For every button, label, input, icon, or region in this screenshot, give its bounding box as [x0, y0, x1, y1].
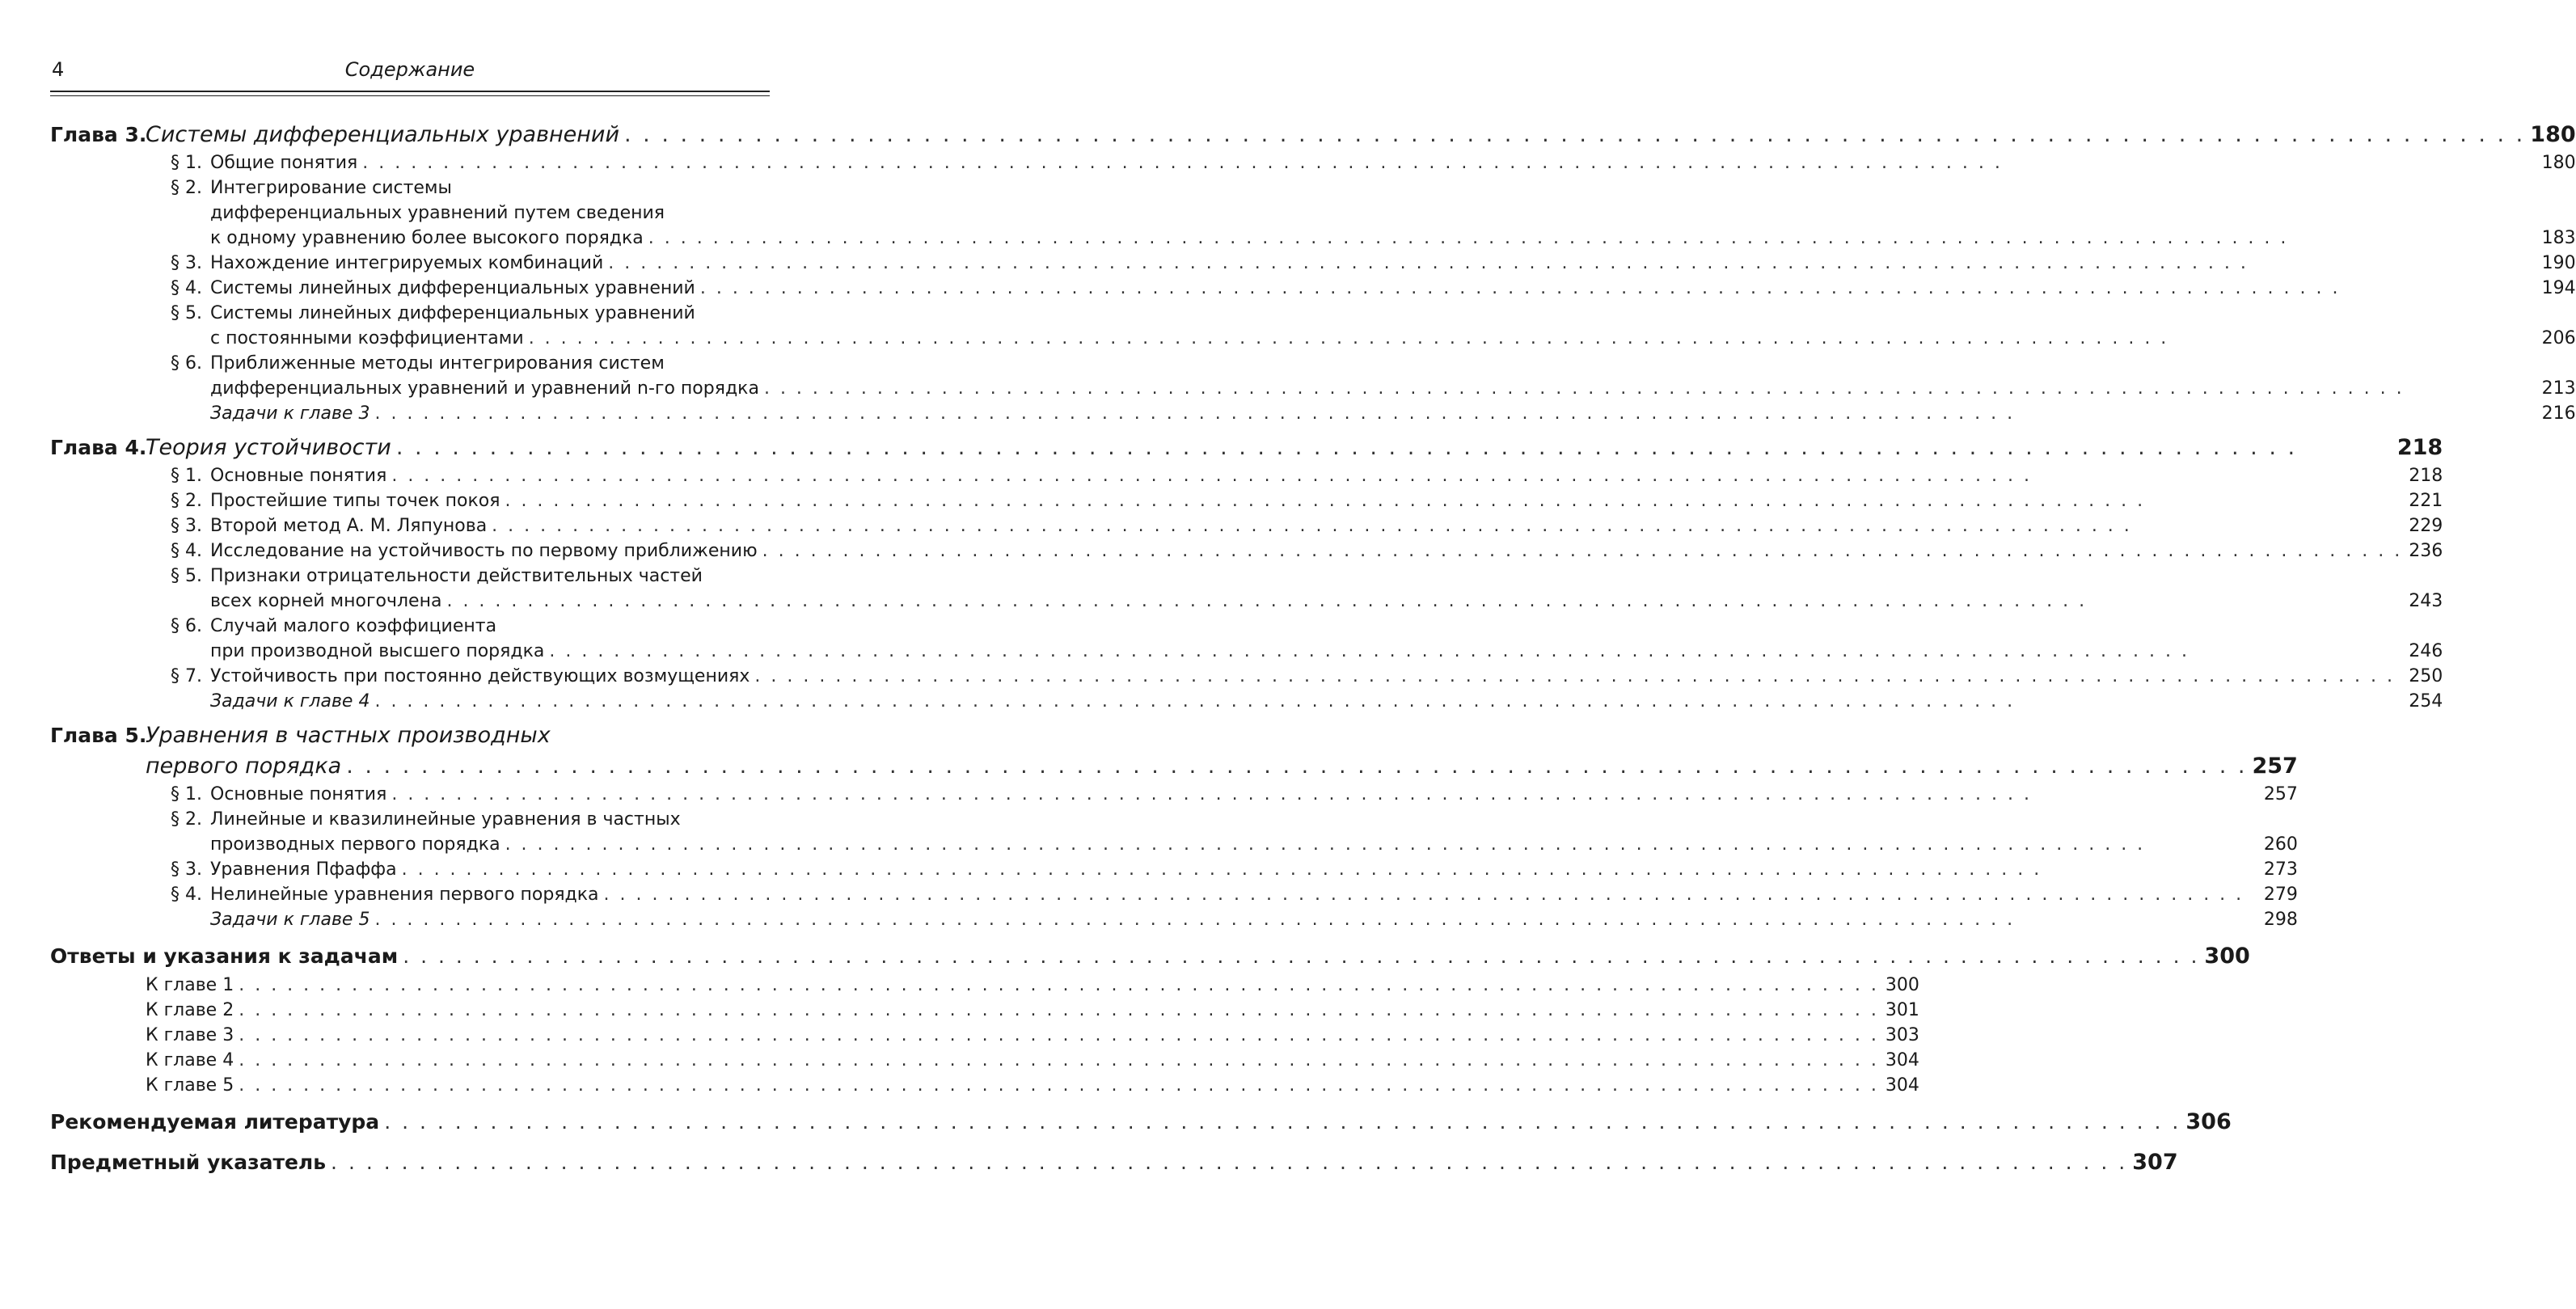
- section-number: § 4.: [171, 885, 202, 905]
- dot-leader: . . . . . . . . . . . . . . . . . . . . . . . . . . . . . . . . . . . . . . . . . . . . . . . . . . . . . . . . . . . . . . . . . . . . . . . . . . . . . . . . . . . . . . . . . . . . . . . . . . . . . .: [763, 378, 2405, 399]
- tasks-link[interactable]: [210, 689, 2443, 714]
- entry-page-number: 257: [2252, 754, 2298, 779]
- dot-leader: . . . . . . . . . . . . . . . . . . . . . . . . . . . . . . . . . . . . . . . . . . . . . . . . . . . . . . . . . . . . . . . . . . . . . . . . . . . . . . . . . . . . . . . . . . . . . . . . . . . . . .: [446, 591, 2088, 611]
- section-number: § 5.: [171, 566, 202, 586]
- entry-page-number: 303: [1885, 1025, 1919, 1045]
- entry-page-number: 257: [2263, 784, 2298, 804]
- entry-title: Основные понятия: [210, 466, 387, 486]
- section-link[interactable]: [210, 488, 2443, 513]
- entry-title: К главе 3: [146, 1025, 234, 1045]
- chapter-body: [146, 120, 2576, 426]
- dot-leader: . . . . . . . . . . . . . . . . . . . . . . . . . . . . . . . . . . . . . . . . . . . . . . . . . . . . . . . . . . . . . . . . . . . . . . . . . . . . . . . . . . . . . . . . . . . . . . . . . . . . . .: [239, 1025, 1879, 1045]
- dot-leader: . . . . . . . . . . . . . . . . . . . . . . . . . . . . . . . . . . . . . . . . . . . . . . . . . . . . . . . . . . . . . . . . . . . . . . . . . . . . . . . . . . . . . . . . . . . . . . . . . . . . . .: [528, 328, 2169, 348]
- section-entry: [146, 538, 2443, 564]
- section-body: [210, 488, 2443, 513]
- entry-page-number: 221: [2409, 491, 2443, 511]
- dot-leader: . . . . . . . . . . . . . . . . . . . . . . . . . . . . . . . . . . . . . . . . . . . . . . . . . . . . . . . . . . . . . . . . . . . . . . . . . . . . . . . . . . . . . . . . . . . . . . . . . . . . . .: [754, 666, 2396, 686]
- section-number: § 3.: [171, 253, 202, 273]
- section-number: § 3.: [171, 859, 202, 880]
- tasks-indent: [146, 401, 210, 426]
- answers-item-link[interactable]: [146, 1023, 1919, 1048]
- section-entry: [146, 782, 2298, 807]
- tasks-entry: [146, 401, 2576, 426]
- section-title-line: Приближенные методы интегрирования систем: [210, 353, 665, 374]
- header-rule-thin: [50, 95, 770, 96]
- dot-leader: . . . . . . . . . . . . . . . . . . . . . . . . . . . . . . . . . . . . . . . . . . . . . . . . . . . . . . . . . . . . . . . . . . . . . . . . . . . . . . . . . . . . . . . . . . . . . . . . . . . . . .: [391, 784, 2032, 804]
- section-number: § 6.: [171, 616, 202, 636]
- header-rule-thick: [50, 91, 770, 92]
- tasks-body: [210, 689, 2443, 714]
- section-entry: [146, 301, 2576, 351]
- section-number: § 3.: [171, 516, 202, 536]
- section-link[interactable]: [210, 513, 2443, 538]
- section-body: [210, 882, 2298, 907]
- dot-leader: . . . . . . . . . . . . . . . . . . . . . . . . . . . . . . . . . . . . . . . . . . . . . . . . . . . . . . . . . . . . . . . . . . . . . . . . . . . . . . . . . . . . . . . . . . . . . . . . . . . . . .: [239, 1050, 1879, 1070]
- dot-leader: . . . . . . . . . . . . . . . . . . . . . . . . . . . . . . . . . . . . . . . . . . . . . . . . . . . . . . . . . . . . . . . . . . . . . . . . . . . . . . . . . . . . . . . . . . . . . . . . . . . . . .: [624, 122, 2526, 147]
- dot-leader: . . . . . . . . . . . . . . . . . . . . . . . . . . . . . . . . . . . . . . . . . . . . . . . . . . . . . . . . . . . . . . . . . . . . . . . . . . . . . . . . . . . . . . . . . . . . . . . . . . . . . .: [362, 153, 2003, 173]
- section-title-line: Системы линейных дифференциальных уравнений: [210, 303, 695, 323]
- entry-page-number: 216: [2541, 403, 2576, 424]
- section-entry: [146, 276, 2576, 301]
- dot-leader: . . . . . . . . . . . . . . . . . . . . . . . . . . . . . . . . . . . . . . . . . . . . . . . . . . . . . . . . . . . . . . . . . . . . . . . . . . . . . . . . . . . . . . . . . . . . . . . . . . . . . .: [699, 278, 2341, 298]
- entry-title: с постоянными коэффициентами: [210, 328, 524, 348]
- entry-page-number: 300: [1885, 975, 1919, 995]
- section-entry: [146, 463, 2443, 488]
- dot-leader: . . . . . . . . . . . . . . . . . . . . . . . . . . . . . . . . . . . . . . . . . . . . . . . . . . . . . . . . . . . . . . . . . . . . . . . . . . . . . . . . . . . . . . . . . . . . . . . . . . . . . .: [505, 491, 2146, 511]
- section-body: [210, 301, 2576, 351]
- chapter-body: [146, 720, 2298, 932]
- tasks-indent: [146, 907, 210, 932]
- entry-page-number: 218: [2409, 466, 2443, 486]
- entry-title: Исследование на устойчивость по первому приближению: [210, 541, 758, 561]
- section-link[interactable]: [210, 782, 2298, 807]
- section-entry: [146, 882, 2298, 907]
- entry-title: К главе 1: [146, 975, 234, 995]
- entry-page-number: 243: [2409, 591, 2443, 611]
- section-body: [210, 276, 2576, 301]
- section-number: § 4.: [171, 541, 202, 561]
- answers-item-link[interactable]: [146, 1048, 1919, 1073]
- section-link[interactable]: [210, 832, 2298, 857]
- chapter-entry: [50, 720, 2298, 932]
- entry-title: Системы дифференциальных уравнений: [146, 122, 620, 147]
- section-body: [210, 463, 2443, 488]
- entry-title: Второй метод А. М. Ляпунова: [210, 516, 488, 536]
- entry-page-number: 306: [2185, 1109, 2232, 1134]
- tasks-body: [210, 401, 2576, 426]
- section-entry: [146, 513, 2443, 538]
- entry-title: Задачи к главе 5: [210, 910, 370, 930]
- entry-page-number: 246: [2409, 641, 2443, 661]
- section-link[interactable]: [210, 276, 2576, 301]
- chapter-entry: [50, 120, 2576, 426]
- entry-title: Основные понятия: [210, 784, 387, 804]
- section-link[interactable]: [210, 376, 2576, 401]
- section-body: [210, 251, 2576, 276]
- entry-page-number: 273: [2263, 859, 2298, 880]
- section-link[interactable]: [210, 226, 2576, 251]
- section-number: § 7.: [171, 666, 202, 686]
- dot-leader: . . . . . . . . . . . . . . . . . . . . . . . . . . . . . . . . . . . . . . . . . . . . . . . . . . . . . . . . . . . . . . . . . . . . . . . . . . . . . . . . . . . . . . . . . . . . . . . . . . . . . .: [549, 641, 2190, 661]
- section-title-line: дифференциальных уравнений путем сведения: [210, 203, 665, 223]
- dot-leader: . . . . . . . . . . . . . . . . . . . . . . . . . . . . . . . . . . . . . . . . . . . . . . . . . . . . . . . . . . . . . . . . . . . . . . . . . . . . . . . . . . . . . . . . . . . . . . . . . . . . . .: [331, 1151, 2128, 1174]
- entry-page-number: 254: [2409, 691, 2443, 712]
- section-link[interactable]: [210, 251, 2576, 276]
- entry-page-number: 229: [2409, 516, 2443, 536]
- table-of-contents: [50, 113, 2576, 1179]
- section-link[interactable]: [210, 463, 2443, 488]
- section-link[interactable]: [210, 882, 2298, 907]
- answers-item: [50, 998, 1919, 1023]
- entry-page-number: 206: [2541, 328, 2576, 348]
- entry-title: Устойчивость при постоянно действующих возмущениях: [210, 666, 750, 686]
- dot-leader: . . . . . . . . . . . . . . . . . . . . . . . . . . . . . . . . . . . . . . . . . . . . . . . . . . . . . . . . . . . . . . . . . . . . . . . . . . . . . . . . . . . . . . . . . . . . . . . . . . . . . .: [239, 975, 1879, 995]
- section-link[interactable]: [210, 664, 2443, 689]
- dot-leader: . . . . . . . . . . . . . . . . . . . . . . . . . . . . . . . . . . . . . . . . . . . . . . . . . . . . . . . . . . . . . . . . . . . . . . . . . . . . . . . . . . . . . . . . . . . . . . . . . . . . . .: [346, 754, 2248, 779]
- dot-leader: . . . . . . . . . . . . . . . . . . . . . . . . . . . . . . . . . . . . . . . . . . . . . . . . . . . . . . . . . . . . . . . . . . . . . . . . . . . . . . . . . . . . . . . . . . . . . . . . . . . . . .: [505, 834, 2146, 855]
- entry-page-number: 307: [2132, 1150, 2178, 1175]
- entry-title: К главе 2: [146, 1000, 234, 1020]
- answers-item-link[interactable]: [146, 973, 1919, 998]
- entry-title: Ответы и указания к задачам: [50, 944, 399, 968]
- entry-page-number: 279: [2263, 885, 2298, 905]
- running-title: Содержание: [344, 58, 475, 81]
- answers-item-link[interactable]: [146, 998, 1919, 1023]
- page-number: 4: [52, 58, 65, 81]
- section-body: [210, 175, 2576, 251]
- section-body: [210, 782, 2298, 807]
- entry-title: Простейшие типы точек покоя: [210, 491, 500, 511]
- entry-page-number: 304: [1885, 1075, 1919, 1096]
- section-number: § 5.: [171, 303, 202, 323]
- entry-title: дифференциальных уравнений и уравнений n-го порядка: [210, 378, 759, 399]
- section-body: [210, 538, 2443, 564]
- entry-title: всех корней многочлена: [210, 591, 442, 611]
- entry-page-number: 180: [2541, 153, 2576, 173]
- dot-leader: . . . . . . . . . . . . . . . . . . . . . . . . . . . . . . . . . . . . . . . . . . . . . . . . . . . . . . . . . . . . . . . . . . . . . . . . . . . . . . . . . . . . . . . . . . . . . . . . . . . . . .: [239, 1075, 1879, 1096]
- dot-leader: . . . . . . . . . . . . . . . . . . . . . . . . . . . . . . . . . . . . . . . . . . . . . . . . . . . . . . . . . . . . . . . . . . . . . . . . . . . . . . . . . . . . . . . . . . . . . . . . . . . . . .: [374, 691, 2016, 712]
- section-entry: [146, 614, 2443, 664]
- answers-item: [50, 1048, 1919, 1073]
- entry-page-number: 260: [2263, 834, 2298, 855]
- section-title-line: Признаки отрицательности действительных частей: [210, 566, 703, 586]
- section-link[interactable]: [210, 857, 2298, 882]
- page-header: [50, 58, 770, 91]
- entry-title: к одному уравнению более высокого порядка: [210, 228, 644, 248]
- section-number: § 1.: [171, 153, 202, 173]
- answers-item: [50, 973, 1919, 998]
- entry-page-number: 218: [2397, 435, 2443, 460]
- entry-title: Задачи к главе 3: [210, 403, 370, 424]
- chapter-label: Глава 4.: [50, 436, 147, 459]
- tasks-link[interactable]: [210, 401, 2576, 426]
- section-link[interactable]: [210, 538, 2443, 564]
- section-body: [210, 664, 2443, 689]
- dot-leader: . . . . . . . . . . . . . . . . . . . . . . . . . . . . . . . . . . . . . . . . . . . . . . . . . . . . . . . . . . . . . . . . . . . . . . . . . . . . . . . . . . . . . . . . . . . . . . . . . . . . . .: [603, 885, 2244, 905]
- section-body: [210, 513, 2443, 538]
- tasks-link[interactable]: [210, 907, 2298, 932]
- section-number: § 4.: [171, 278, 202, 298]
- chapter-title-link[interactable]: [146, 433, 2443, 463]
- dot-leader: . . . . . . . . . . . . . . . . . . . . . . . . . . . . . . . . . . . . . . . . . . . . . . . . . . . . . . . . . . . . . . . . . . . . . . . . . . . . . . . . . . . . . . . . . . . . . . . . . . . . . .: [239, 1000, 1879, 1020]
- section-body: [210, 614, 2443, 664]
- section-number: § 1.: [171, 784, 202, 804]
- dot-leader: . . . . . . . . . . . . . . . . . . . . . . . . . . . . . . . . . . . . . . . . . . . . . . . . . . . . . . . . . . . . . . . . . . . . . . . . . . . . . . . . . . . . . . . . . . . . . . . . . . . . . .: [374, 910, 2016, 930]
- entry-title: Задачи к главе 4: [210, 691, 370, 712]
- chapter-label: Глава 3.: [50, 123, 147, 146]
- entry-page-number: 180: [2530, 122, 2576, 147]
- section-entry: [146, 351, 2576, 401]
- answers-item: [50, 1073, 1919, 1098]
- section-body: [210, 857, 2298, 882]
- entry-title: Нелинейные уравнения первого порядка: [210, 885, 599, 905]
- section-entry: [146, 488, 2443, 513]
- section-title-line: Случай малого коэффициента: [210, 616, 497, 636]
- literature-link[interactable]: [50, 1106, 2232, 1138]
- section-body: [210, 150, 2576, 175]
- chapter-title-link[interactable]: [146, 120, 2576, 150]
- section-entry: [146, 251, 2576, 276]
- dot-leader: . . . . . . . . . . . . . . . . . . . . . . . . . . . . . . . . . . . . . . . . . . . . . . . . . . . . . . . . . . . . . . . . . . . . . . . . . . . . . . . . . . . . . . . . . . . . . . . . . . . . . .: [401, 859, 2042, 880]
- section-entry: [146, 150, 2576, 175]
- section-link[interactable]: [210, 639, 2443, 664]
- entry-title: Общие понятия: [210, 153, 358, 173]
- entry-title: Уравнения Пфаффа: [210, 859, 397, 880]
- section-link[interactable]: [210, 589, 2443, 614]
- chapter-title-line: Уравнения в частных производных: [146, 723, 551, 748]
- tasks-entry: [146, 689, 2443, 714]
- entry-page-number: 183: [2541, 228, 2576, 248]
- answers-item: [50, 1023, 1919, 1048]
- section-entry: [146, 664, 2443, 689]
- entry-title: при производной высшего порядка: [210, 641, 545, 661]
- entry-title: Нахождение интегрируемых комбинаций: [210, 253, 604, 273]
- section-entry: [146, 807, 2298, 857]
- entry-page-number: 213: [2541, 378, 2576, 399]
- entry-page-number: 301: [1885, 1000, 1919, 1020]
- entry-page-number: 304: [1885, 1050, 1919, 1070]
- dot-leader: . . . . . . . . . . . . . . . . . . . . . . . . . . . . . . . . . . . . . . . . . . . . . . . . . . . . . . . . . . . . . . . . . . . . . . . . . . . . . . . . . . . . . . . . . . . . . . . . . . . . . .: [374, 403, 2016, 424]
- section-title-line: Линейные и квазилинейные уравнения в частных: [210, 809, 681, 830]
- entry-title: производных первого порядка: [210, 834, 500, 855]
- answers-item-link[interactable]: [146, 1073, 1919, 1098]
- section-link[interactable]: [210, 150, 2576, 175]
- section-number: § 1.: [171, 466, 202, 486]
- dot-leader: . . . . . . . . . . . . . . . . . . . . . . . . . . . . . . . . . . . . . . . . . . . . . . . . . . . . . . . . . . . . . . . . . . . . . . . . . . . . . . . . . . . . . . . . . . . . . . . . . . . . . .: [492, 516, 2132, 536]
- entry-title: К главе 5: [146, 1075, 234, 1096]
- section-body: [210, 807, 2298, 857]
- entry-page-number: 190: [2541, 253, 2576, 273]
- dot-leader: . . . . . . . . . . . . . . . . . . . . . . . . . . . . . . . . . . . . . . . . . . . . . . . . . . . . . . . . . . . . . . . . . . . . . . . . . . . . . . . . . . . . . . . . . . . . . . . . . . . . . .: [403, 944, 2200, 968]
- index-link[interactable]: [50, 1146, 2178, 1179]
- entry-page-number: 250: [2409, 666, 2443, 686]
- section-number: § 2.: [171, 809, 202, 830]
- chapter-body: [146, 433, 2443, 714]
- section-body: [210, 351, 2576, 401]
- tasks-body: [210, 907, 2298, 932]
- dot-leader: . . . . . . . . . . . . . . . . . . . . . . . . . . . . . . . . . . . . . . . . . . . . . . . . . . . . . . . . . . . . . . . . . . . . . . . . . . . . . . . . . . . . . . . . . . . . . . . . . . . . . .: [608, 253, 2249, 273]
- section-link[interactable]: [210, 326, 2576, 351]
- section-entry: [146, 175, 2576, 251]
- section-number: § 2.: [171, 491, 202, 511]
- entry-title: К главе 4: [146, 1050, 234, 1070]
- section-number: § 6.: [171, 353, 202, 374]
- section-title-line: Интегрирование системы: [210, 178, 452, 198]
- entry-page-number: 300: [2204, 944, 2250, 969]
- dot-leader: . . . . . . . . . . . . . . . . . . . . . . . . . . . . . . . . . . . . . . . . . . . . . . . . . . . . . . . . . . . . . . . . . . . . . . . . . . . . . . . . . . . . . . . . . . . . . . . . . . . . . .: [391, 466, 2032, 486]
- tasks-entry: [146, 907, 2298, 932]
- dot-leader: . . . . . . . . . . . . . . . . . . . . . . . . . . . . . . . . . . . . . . . . . . . . . . . . . . . . . . . . . . . . . . . . . . . . . . . . . . . . . . . . . . . . . . . . . . . . . . . . . . . . . .: [648, 228, 2289, 248]
- section-body: [210, 564, 2443, 614]
- entry-page-number: 298: [2263, 910, 2298, 930]
- section-entry: [146, 857, 2298, 882]
- chapter-label: Глава 5.: [50, 724, 147, 747]
- dot-leader: . . . . . . . . . . . . . . . . . . . . . . . . . . . . . . . . . . . . . . . . . . . . . . . . . . . . . . . . . . . . . . . . . . . . . . . . . . . . . . . . . . . . . . . . . . . . . . . . . . . . . .: [395, 435, 2298, 460]
- entry-title: первого порядка: [146, 754, 342, 779]
- section-entry: [146, 564, 2443, 614]
- chapter-entry: [50, 433, 2443, 714]
- answers-heading-link[interactable]: [50, 940, 2250, 973]
- dot-leader: . . . . . . . . . . . . . . . . . . . . . . . . . . . . . . . . . . . . . . . . . . . . . . . . . . . . . . . . . . . . . . . . . . . . . . . . . . . . . . . . . . . . . . . . . . . . . . . . . . . . . .: [384, 1110, 2181, 1134]
- entry-title: Рекомендуемая литература: [50, 1110, 380, 1134]
- entry-title: Предметный указатель: [50, 1151, 327, 1174]
- entry-title: Теория устойчивости: [146, 435, 391, 460]
- entry-title: Системы линейных дифференциальных уравнений: [210, 278, 695, 298]
- dot-leader: . . . . . . . . . . . . . . . . . . . . . . . . . . . . . . . . . . . . . . . . . . . . . . . . . . . . . . . . . . . . . . . . . . . . . . . . . . . . . . . . . . . . . . . . . . . . . . . . . . . . . .: [762, 541, 2403, 561]
- section-number: § 2.: [171, 178, 202, 198]
- tasks-indent: [146, 689, 210, 714]
- chapter-title-link[interactable]: [146, 751, 2298, 782]
- entry-page-number: 194: [2541, 278, 2576, 298]
- entry-page-number: 236: [2409, 541, 2443, 561]
